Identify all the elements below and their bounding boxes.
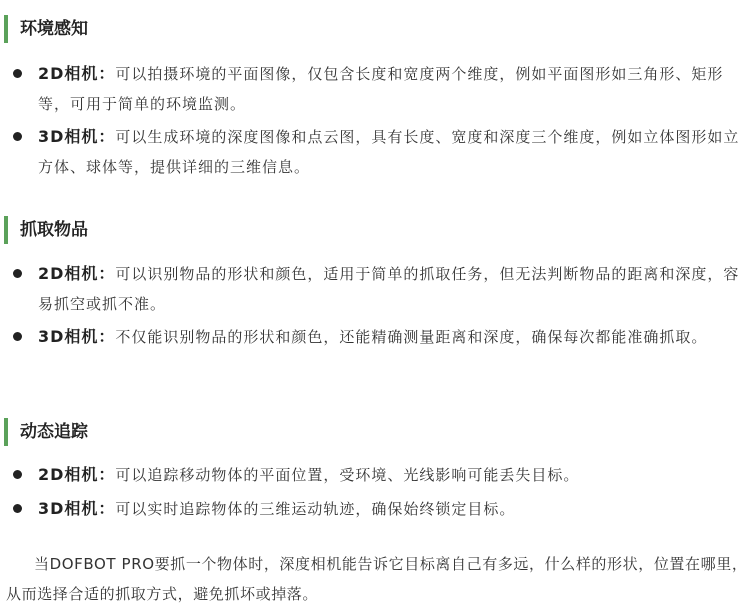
- item-label: 3D相机：: [38, 127, 116, 146]
- item-text: 可以追踪移动物体的平面位置，受环境、光线影响可能丢失目标。: [115, 466, 580, 484]
- item-label: 2D相机：: [38, 264, 116, 283]
- list-item: [13, 494, 749, 524]
- item-label: 3D相机：: [38, 327, 116, 346]
- bullet-icon: [13, 269, 22, 278]
- list-item: [13, 259, 749, 319]
- item-text: 可以识别物品的形状和颜色，适用于简单的抓取任务，但无法判断物品的距离和深度，容易抓空或抓不准。: [38, 265, 740, 313]
- item-text: 可以生成环境的深度图像和点云图，具有长度、宽度和深度三个维度，例如立体图形如立方体、球体等，提供详细的三维信息。: [38, 128, 740, 176]
- bullet-icon: [13, 132, 22, 141]
- list-item: [13, 59, 749, 119]
- item-label: 3D相机：: [38, 499, 116, 518]
- list-item: [13, 122, 749, 182]
- bullet-icon: [13, 470, 22, 479]
- list-item: [13, 460, 749, 490]
- bullet-icon: [13, 69, 22, 78]
- list-item: [13, 322, 749, 352]
- item-text: 可以实时追踪物体的三维运动轨迹，确保始终锁定目标。: [115, 500, 516, 518]
- bullet-icon: [13, 504, 22, 513]
- item-text: 不仅能识别物品的形状和颜色，还能精确测量距离和深度，确保每次都能准确抓取。: [115, 328, 708, 346]
- item-label: 2D相机：: [38, 64, 116, 83]
- item-text: 可以拍摄环境的平面图像，仅包含长度和宽度两个维度，例如平面图形如三角形、矩形等，可用于简单的环境监测。: [38, 65, 724, 113]
- section-title-environment-perception: 环境感知: [4, 15, 88, 43]
- bullet-icon: [13, 332, 22, 341]
- section-title-grasping: 抓取物品: [4, 216, 88, 244]
- item-label: 2D相机：: [38, 465, 116, 484]
- section-title-dynamic-tracking: 动态追踪: [4, 418, 88, 446]
- closing-paragraph: 当DOFBOT PRO要抓一个物体时，深度相机能告诉它目标离自己有多远，什么样的形状，位置在哪里，从而选择合适的抓取方式，避免抓坏或掉落。: [6, 555, 748, 603]
